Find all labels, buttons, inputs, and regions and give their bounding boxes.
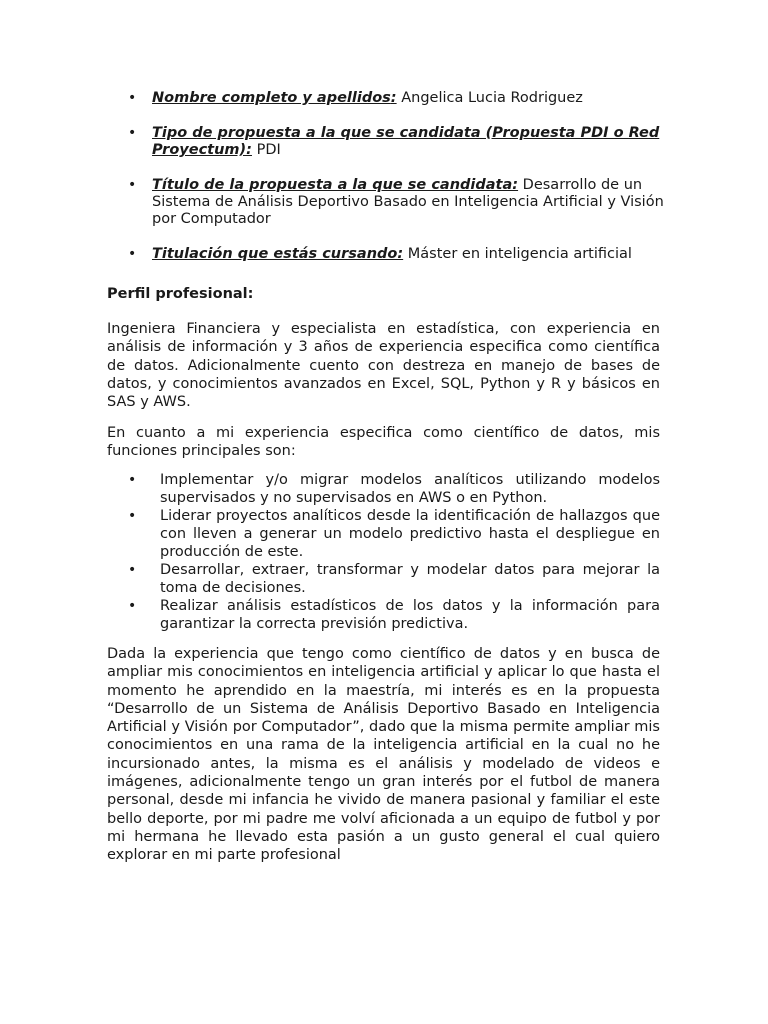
- duty-text: Desarrollar, extraer, transformar y modelar datos para mejorar la toma de decisiones.: [160, 562, 660, 596]
- duties-list: [128, 471, 660, 633]
- field-value: Desarrollo de un Sistema de Análisis Deportivo Basado en Inteligencia Artificial y Visión por Computador: [152, 177, 664, 227]
- list-item: [128, 597, 660, 633]
- field-full-name: [128, 90, 664, 107]
- field-proposal-type: [128, 125, 664, 159]
- duty-text: Liderar proyectos analíticos desde la identificación de hallazgos que con lleven a generar un modelo predictivo hasta el despliegue en producción de este.: [160, 508, 660, 560]
- list-item: [128, 507, 660, 561]
- bullet-icon: •: [128, 472, 137, 488]
- bullet-icon: •: [128, 177, 137, 193]
- field-label: Tipo de propuesta a la que se candidata (Propuesta PDI o Red Proyectum):: [152, 125, 660, 158]
- bullet-icon: •: [128, 562, 137, 578]
- list-item: [128, 561, 660, 597]
- bullet-icon: •: [128, 508, 137, 524]
- field-value: Angelica Lucia Rodriguez: [396, 90, 583, 106]
- bullet-icon: •: [128, 598, 137, 614]
- profile-heading: Perfil profesional:: [107, 286, 254, 302]
- field-proposal-title: [128, 177, 664, 228]
- profile-paragraph-duties-intro: En cuanto a mi experiencia especifica como científico de datos, mis funciones principales son:: [107, 425, 660, 460]
- bullet-icon: •: [128, 125, 137, 141]
- profile-paragraph-summary: Ingeniera Financiera y especialista en estadística, con experiencia en análisis de información y 3 años de experiencia especifica como científica de datos. Adicionalmente cuento con destreza en manejo de bases de datos, y conocimientos avanzados en Excel, SQL, Python y R y básicos en SAS y AWS.: [107, 321, 660, 411]
- field-label: Nombre completo y apellidos: [152, 90, 391, 106]
- field-label: Titulación que estás cursando:: [152, 246, 404, 262]
- bullet-icon: •: [128, 90, 137, 106]
- profile-paragraph-motivation: Dada la experiencia que tengo como científico de datos y en busca de ampliar mis conocimientos en inteligencia artificial y aplicar lo que hasta el momento he aprendido en la maestría, mi interés es en la propuesta “Desarrollo de un Sistema de Análisis Deportivo Basado en Inteligencia Artificial y Visión por Computador”, dado que la misma permite ampliar mis conocimientos en una rama de la inteligencia artificial en la cual no he incursionado antes, la misma es el análisis y modelado de videos e imágenes, adicionalmente tengo un gran interés por el futbol de manera personal, desde mi infancia he vivido de manera pasional y familiar el este bello deporte, por mi padre me volví aficionada a un equipo de futbol y por mi hermana he llevado esta pasión a un gusto general el cual quiero explorar en mi parte profesional: [107, 646, 660, 864]
- duty-text: Implementar y/o migrar modelos analíticos utilizando modelos supervisados y no supervisados en AWS o en Python.: [160, 472, 660, 506]
- field-separator: :: [390, 90, 397, 106]
- bullet-icon: •: [128, 246, 137, 262]
- field-value: Máster en inteligencia artificial: [403, 246, 632, 262]
- field-degree: [128, 246, 664, 263]
- field-value: PDI: [251, 142, 281, 158]
- duty-text: Realizar análisis estadísticos de los datos y la información para garantizar la correcta previsión predictiva.: [160, 598, 660, 632]
- list-item: [128, 471, 660, 507]
- applicant-fields-list: [128, 90, 664, 281]
- field-label: Título de la propuesta a la que se candidata:: [152, 177, 519, 193]
